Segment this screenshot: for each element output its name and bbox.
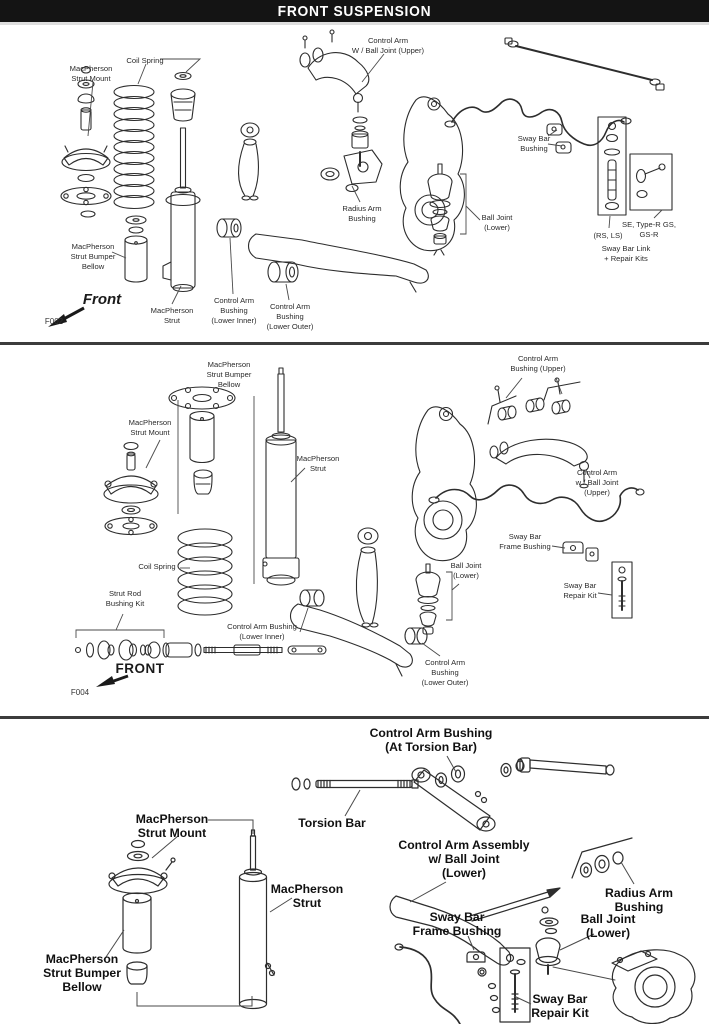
label-ca-w-ball-joint-upper: Control Arm w / Ball Joint (Upper) [575, 468, 619, 497]
figure-code: F002 [44, 317, 64, 326]
label-sway-bar-repair-kit: Sway Bar Repair Kit [563, 581, 597, 600]
label-strut: MacPherson Strut [150, 306, 194, 325]
diagram-panel-torsion [0, 720, 709, 1024]
label-coil-spring: Coil Spring [138, 562, 176, 571]
front-direction-label: FRONT [115, 661, 165, 676]
label-cab-lower-inner: Control Arm Bushing (Lower Inner) [227, 622, 297, 641]
label-strut: MacPherson Strut [270, 882, 344, 911]
panel2-illustration [0, 346, 709, 717]
label-ca-assembly: Control Arm Assembly w/ Ball Joint (Lower) [398, 838, 530, 881]
label-sway-bar-link: Sway Bar Link + Repair Kits [601, 244, 651, 263]
label-rs-ls: (RS, LS) [593, 231, 623, 240]
figure-code: F004 [70, 688, 90, 697]
label-sway-bar-repair-kit: Sway Bar Repair Kit [531, 992, 589, 1021]
label-ball-joint-lower: Ball Joint (Lower) [450, 561, 482, 580]
label-cab-at-torsion-bar: Control Arm Bushing (At Torsion Bar) [369, 726, 493, 755]
label-ball-joint-lower: Ball Joint (Lower) [580, 912, 636, 941]
label-ball-joint-lower: Ball Joint (Lower) [481, 213, 513, 232]
label-strut-bumper-bellow: MacPherson Strut Bumper Bellow [206, 360, 252, 389]
label-strut-bumper-bellow: MacPherson Strut Bumper Bellow [70, 242, 116, 271]
panel-divider [0, 716, 709, 719]
label-cab-lower-outer: Control Arm Bushing (Lower Outer) [421, 658, 469, 687]
label-ca-bushing-upper: Control Arm Bushing (Upper) [510, 354, 566, 373]
label-coil-spring: Coil Spring [126, 56, 164, 65]
label-sway-bar-frame-bushing: Sway Bar Frame Bushing [412, 910, 502, 939]
label-radius-arm-bushing: Radius Arm Bushing [605, 886, 673, 915]
label-radius-arm-bushing: Radius Arm Bushing [342, 204, 382, 223]
label-torsion-bar: Torsion Bar [298, 816, 366, 830]
label-strut: MacPherson Strut [296, 454, 340, 473]
label-cab-lower-outer: Control Arm Bushing (Lower Outer) [266, 302, 314, 331]
label-se-type-r: SE, Type-R GS, GS-R [622, 220, 676, 239]
label-control-arm-upper: Control Arm W / Ball Joint (Upper) [351, 36, 425, 55]
label-sway-bar-bushing: Sway Bar Bushing [517, 134, 551, 153]
panel-divider [0, 342, 709, 345]
page-header [0, 0, 709, 22]
label-strut-mount: MacPherson Strut Mount [69, 64, 113, 83]
label-cab-lower-inner: Control Arm Bushing (Lower Inner) [211, 296, 257, 325]
diagram-panel-f002 [0, 24, 709, 342]
label-strut-mount: MacPherson Strut Mount [135, 812, 209, 841]
label-sway-bar-frame-bushing: Sway Bar Frame Bushing [499, 532, 551, 551]
label-strut-rod-bushing-kit: Strut Rod Bushing Kit [105, 589, 145, 608]
label-strut-bumper-bellow: MacPherson Strut Bumper Bellow [43, 952, 121, 995]
front-direction-label: Front [82, 291, 122, 308]
page-title: FRONT SUSPENSION [277, 2, 432, 20]
diagram-panel-f004 [0, 346, 709, 717]
label-strut-mount: MacPherson Strut Mount [128, 418, 172, 437]
